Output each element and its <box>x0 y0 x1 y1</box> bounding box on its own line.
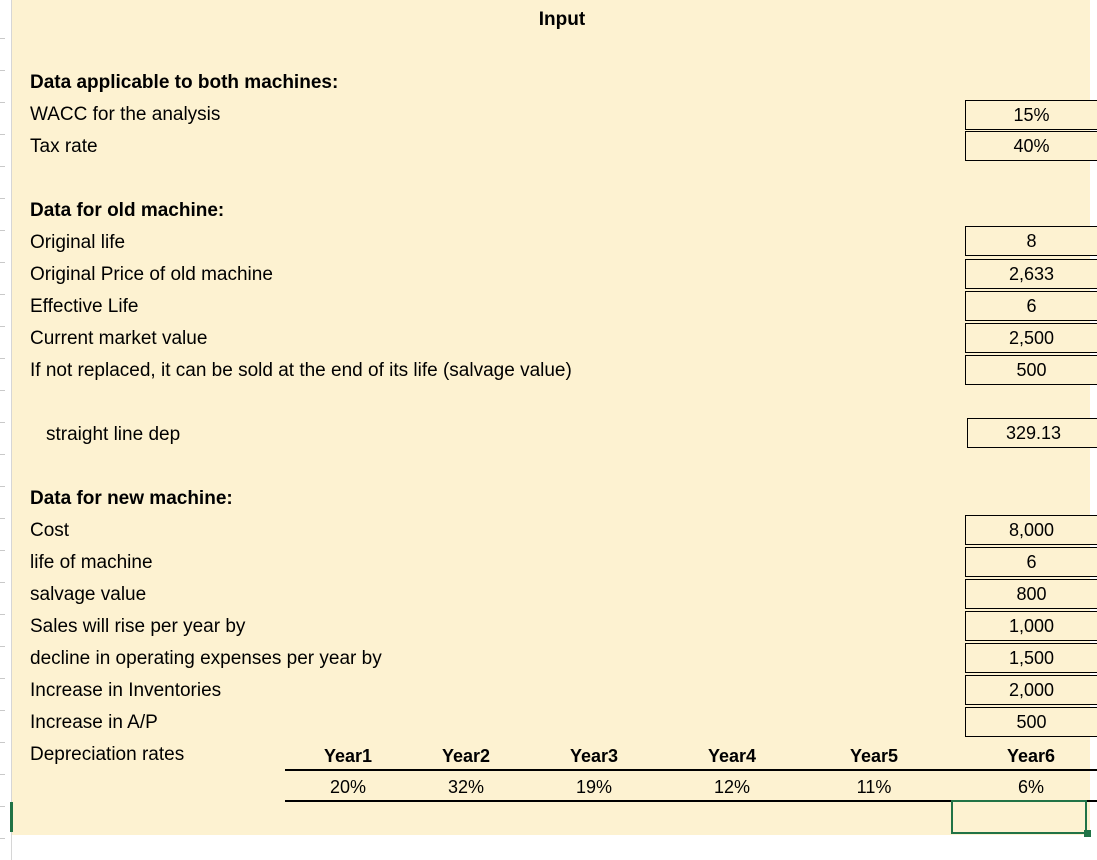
year-header-2[interactable]: Year2 <box>441 746 491 766</box>
gutter-tick <box>0 518 5 519</box>
label-cost[interactable]: Cost <box>30 520 70 541</box>
gutter-tick <box>0 166 5 167</box>
gutter-tick <box>0 550 5 551</box>
label-tax-rate[interactable]: Tax rate <box>30 136 98 157</box>
gutter-tick <box>0 230 5 231</box>
gutter-tick <box>0 134 5 135</box>
label-life-of-machine[interactable]: life of machine <box>30 552 153 573</box>
label-inventories[interactable]: Increase in Inventories <box>30 680 222 701</box>
rate-year-2[interactable]: 32% <box>447 777 485 797</box>
rate-year-1[interactable]: 20% <box>329 777 367 797</box>
gutter-tick <box>0 262 5 263</box>
gutter-tick <box>0 70 5 71</box>
cell-straight-line-dep[interactable]: 329.13 <box>967 418 1097 448</box>
label-effective-life[interactable]: Effective Life <box>30 296 139 317</box>
year-header-4[interactable]: Year4 <box>707 746 757 766</box>
label-original-life[interactable]: Original life <box>30 232 126 253</box>
rate-year-6[interactable]: 6% <box>1017 777 1044 797</box>
cell-current-market-value[interactable]: 2,500 <box>965 323 1097 353</box>
label-wacc[interactable]: WACC for the analysis <box>30 104 221 125</box>
cell-cost[interactable]: 8,000 <box>965 515 1097 545</box>
gutter-tick <box>0 838 5 839</box>
year-header-3[interactable]: Year3 <box>569 746 619 766</box>
fill-handle[interactable] <box>1084 830 1091 837</box>
cell-inventories[interactable]: 2,000 <box>965 675 1097 705</box>
gutter-tick <box>0 806 5 807</box>
gutter-tick <box>0 102 5 103</box>
label-current-market-value[interactable]: Current market value <box>30 328 208 349</box>
rate-year-3[interactable]: 19% <box>575 777 613 797</box>
gutter-tick <box>0 454 5 455</box>
sheet-title: Input <box>538 9 586 30</box>
section-header-old: Data for old machine: <box>30 200 225 221</box>
gutter-tick <box>0 678 5 679</box>
gutter-tick <box>0 486 5 487</box>
gutter-tick <box>0 38 5 39</box>
spreadsheet-area[interactable] <box>12 0 1090 835</box>
section-header-new: Data for new machine: <box>30 488 233 509</box>
label-opex-decline[interactable]: decline in operating expenses per year by <box>30 648 382 669</box>
cell-ap[interactable]: 500 <box>965 707 1097 737</box>
gutter-tick <box>0 614 5 615</box>
gutter-tick <box>0 742 5 743</box>
label-ap[interactable]: Increase in A/P <box>30 712 158 733</box>
label-original-price[interactable]: Original Price of old machine <box>30 264 273 285</box>
gutter-tick <box>0 774 5 775</box>
active-row-indicator <box>10 802 13 832</box>
year-header-1[interactable]: Year1 <box>323 746 373 766</box>
gutter-tick <box>0 358 5 359</box>
cell-life-of-machine[interactable]: 6 <box>965 547 1097 577</box>
cell-tax-rate[interactable]: 40% <box>965 131 1097 161</box>
cell-salvage-old[interactable]: 500 <box>965 355 1097 385</box>
cell-effective-life[interactable]: 6 <box>965 291 1097 321</box>
cell-salvage-new[interactable]: 800 <box>965 579 1097 609</box>
cell-opex-decline[interactable]: 1,500 <box>965 643 1097 673</box>
gutter-tick <box>0 422 5 423</box>
gutter-tick <box>0 326 5 327</box>
cell-wacc[interactable]: 15% <box>965 100 1097 130</box>
gutter-tick <box>0 390 5 391</box>
label-sales-rise[interactable]: Sales will rise per year by <box>30 616 246 637</box>
cell-original-life[interactable]: 8 <box>965 226 1097 256</box>
label-straight-line-dep[interactable]: straight line dep <box>46 424 181 445</box>
rate-year-4[interactable]: 12% <box>713 777 751 797</box>
label-salvage-old[interactable]: If not replaced, it can be sold at the end of its life (salvage value) <box>30 360 572 381</box>
section-header-both: Data applicable to both machines: <box>30 72 339 93</box>
gutter-tick <box>0 646 5 647</box>
rate-year-5[interactable]: 11% <box>856 777 892 797</box>
gutter-tick <box>0 294 5 295</box>
cell-original-price[interactable]: 2,633 <box>965 259 1097 289</box>
cell-sales-rise[interactable]: 1,000 <box>965 611 1097 641</box>
gutter-tick <box>0 198 5 199</box>
year-header-5[interactable]: Year5 <box>849 746 899 766</box>
label-depreciation-rates[interactable]: Depreciation rates <box>30 744 185 765</box>
year-header-6[interactable]: Year6 <box>1006 746 1056 766</box>
selected-cell[interactable] <box>951 800 1087 834</box>
year-header-rule <box>285 769 1097 771</box>
label-salvage-new[interactable]: salvage value <box>30 584 147 605</box>
gutter-tick <box>0 582 5 583</box>
gutter-tick <box>0 710 5 711</box>
